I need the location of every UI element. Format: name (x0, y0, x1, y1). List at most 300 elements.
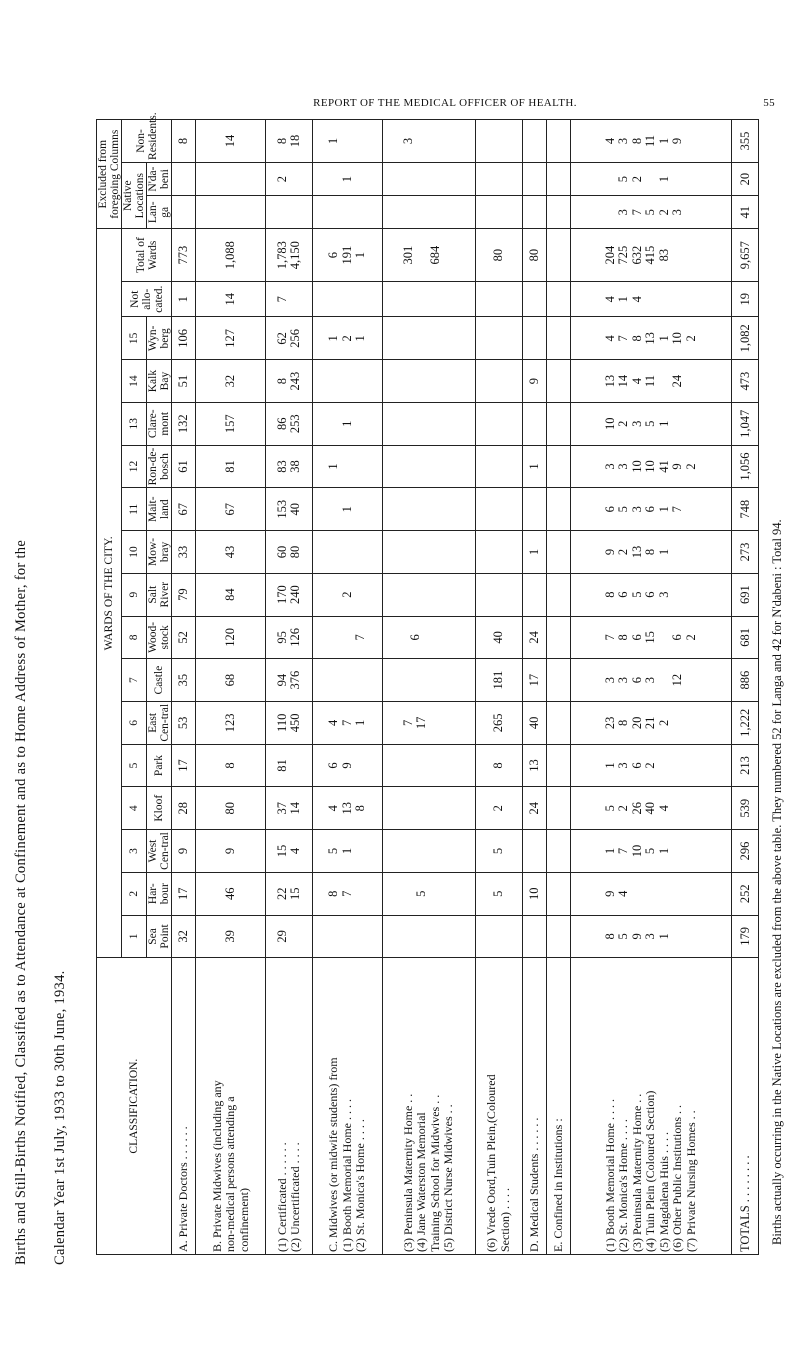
value (341, 619, 355, 657)
ward-number: 8 (122, 616, 147, 659)
total-value: 273 (732, 531, 759, 574)
ward-name: Ron-de-bosch (147, 445, 172, 488)
value: 13 (339, 802, 354, 815)
value-cell (172, 830, 196, 873)
value (327, 362, 341, 400)
value: 3 (670, 209, 685, 216)
value-cell (383, 317, 476, 360)
value: 14 (223, 134, 238, 148)
value (442, 704, 456, 742)
value: 39 (223, 930, 238, 943)
value-cell (196, 830, 266, 873)
value (354, 448, 368, 486)
value: 33 (175, 545, 190, 559)
value: 1 (656, 335, 671, 342)
value-cell (172, 915, 196, 958)
value (552, 576, 566, 614)
value (429, 490, 443, 528)
value: 7 (339, 890, 354, 897)
value (492, 448, 506, 486)
value (402, 576, 416, 614)
value-cell (383, 402, 476, 445)
classification-line: (5) District Nurse Midwives . . (441, 1104, 456, 1252)
value: 1 (353, 335, 368, 342)
value (671, 405, 685, 443)
ward-number: 7 (122, 659, 147, 702)
value: 2 (616, 805, 631, 812)
value (354, 405, 368, 443)
value-cell (196, 360, 266, 403)
value-cell (522, 196, 546, 229)
value (442, 448, 456, 486)
value-cell (522, 872, 546, 915)
value (685, 198, 699, 226)
value: 2 (656, 719, 671, 726)
value: 6 (629, 634, 644, 641)
value-cell (383, 229, 476, 281)
value: 24 (526, 802, 541, 815)
value: 2 (339, 591, 354, 598)
total-wards-header: Total of Wards (122, 229, 172, 281)
value: 2 (490, 805, 505, 812)
value (671, 576, 685, 614)
classification-label (547, 958, 571, 1255)
value-cell (475, 787, 522, 830)
value (552, 704, 566, 742)
value: 684 (427, 245, 442, 265)
value (402, 284, 416, 315)
value (327, 405, 341, 443)
value: 5 (490, 890, 505, 897)
value (402, 789, 416, 827)
value (671, 747, 685, 785)
value: 13 (629, 545, 644, 559)
value: 1 (602, 847, 617, 855)
value (644, 284, 658, 315)
value: 21 (643, 716, 658, 730)
value: 8 (629, 137, 644, 145)
value: 8 (175, 137, 190, 145)
value (552, 619, 566, 657)
value: 9 (670, 137, 685, 145)
value-cell (522, 281, 546, 317)
value (442, 533, 456, 571)
value (429, 747, 443, 785)
value-cell (522, 573, 546, 616)
value-cell (313, 573, 383, 616)
value (671, 165, 685, 193)
value (442, 198, 456, 226)
value (289, 284, 303, 315)
value: 80 (490, 248, 505, 262)
value-cell (522, 830, 546, 873)
table-title-line1: Births and Still-Births Notified, Classified as to Attendance at Confinement and as to Home Address of Mother, for the (13, 539, 29, 1265)
value (685, 875, 699, 913)
classification-header: CLASSIFICATION. (97, 958, 172, 1255)
value-cell (522, 787, 546, 830)
value (552, 918, 566, 956)
value-cell (522, 317, 546, 360)
value-cell (383, 573, 476, 616)
value-cell (383, 531, 476, 574)
value: 1 (656, 137, 671, 145)
value (528, 576, 542, 614)
value: 86 (274, 417, 289, 431)
value-cell (172, 196, 196, 229)
totals-row (732, 120, 759, 1255)
value: 4 (629, 377, 644, 385)
value: 12 (670, 673, 685, 687)
value: 15 (288, 887, 303, 900)
value (224, 165, 238, 193)
classification-line: (4) Jane Waterston Memorial (414, 1112, 429, 1252)
value-cell (547, 659, 571, 702)
value: 1,783 (274, 241, 289, 270)
table-title-line2: Calendar Year 1st July, 1933 to 30th June, 1934. (52, 970, 68, 1265)
value-cell (172, 744, 196, 787)
value: 632 (629, 245, 644, 265)
ward-name: Sea Point (147, 915, 172, 958)
value (552, 362, 566, 400)
value-cell (172, 402, 196, 445)
value: 1 (353, 252, 368, 259)
value: 67 (175, 502, 190, 516)
value (402, 747, 416, 785)
value-cell (475, 229, 522, 281)
value: 1 (526, 463, 541, 470)
value (685, 362, 699, 400)
value: 29 (274, 930, 289, 943)
value (276, 198, 290, 226)
value (604, 198, 618, 226)
value-cell (172, 317, 196, 360)
value (528, 319, 542, 357)
value (552, 490, 566, 528)
value-cell (313, 915, 383, 958)
value (492, 165, 506, 193)
ward-name: Park (147, 744, 172, 787)
value: 6 (602, 506, 617, 513)
value: 7 (670, 506, 685, 513)
total-value: 681 (732, 616, 759, 659)
value-cell (313, 701, 383, 744)
value: 11 (643, 375, 658, 388)
value-cell (266, 402, 313, 445)
value: 81 (223, 460, 238, 473)
value-cell (313, 616, 383, 659)
value (429, 832, 443, 870)
value (552, 832, 566, 870)
value: 376 (288, 670, 303, 690)
value (429, 122, 443, 160)
value: 81 (274, 759, 289, 772)
value (341, 284, 355, 315)
value: 32 (175, 930, 190, 943)
value: 8 (223, 762, 238, 769)
value (552, 448, 566, 486)
value (442, 918, 456, 956)
value-cell (196, 281, 266, 317)
value: 1 (339, 847, 354, 855)
value: 157 (223, 414, 238, 434)
value: 5 (643, 209, 658, 216)
value-cell (172, 659, 196, 702)
value-cell (547, 915, 571, 958)
value (528, 490, 542, 528)
value: 240 (288, 585, 303, 605)
value: 8 (274, 137, 289, 145)
value-cell (522, 659, 546, 702)
classification-line: (3) Peninsula Maternity Home . . (629, 1093, 644, 1252)
classification-line: (6) Other Public Institutions . . (670, 1105, 685, 1252)
value (552, 319, 566, 357)
value (644, 165, 658, 193)
value: 6 (326, 762, 341, 769)
value: 9 (223, 847, 238, 855)
value: 3 (616, 762, 631, 769)
value: 5 (602, 805, 617, 812)
value (177, 165, 191, 193)
value (415, 319, 429, 357)
value: 80 (223, 802, 238, 815)
langa-header: Lan-ga (147, 196, 172, 229)
ward-number: 11 (122, 488, 147, 531)
value: 35 (175, 673, 190, 687)
classification-line: (4) Tuin Plein (Coloured Section) (643, 1090, 658, 1252)
ward-name: Wyn-berg (147, 317, 172, 360)
value-cell (196, 445, 266, 488)
value: 14 (223, 292, 238, 306)
value (658, 661, 672, 699)
value: 3 (616, 137, 631, 145)
value (436, 619, 450, 657)
value (685, 918, 699, 956)
value (685, 231, 699, 278)
value (354, 198, 368, 226)
ward-number: 9 (122, 573, 147, 616)
value: 7 (400, 719, 415, 726)
value-cell (547, 360, 571, 403)
value-cell (266, 787, 313, 830)
value: 5 (616, 506, 631, 513)
value (631, 875, 645, 913)
statistics-table-container (96, 112, 759, 1255)
value: 5 (643, 847, 658, 855)
value: 95 (274, 631, 289, 644)
value (327, 619, 341, 657)
value (492, 576, 506, 614)
value (327, 533, 341, 571)
classification-label (172, 958, 196, 1255)
value-cell (172, 872, 196, 915)
value: 62 (274, 332, 289, 345)
value: 725 (616, 245, 631, 265)
value (528, 198, 542, 226)
value-cell (196, 317, 266, 360)
value (528, 405, 542, 443)
value: 4 (602, 335, 617, 342)
value-cell (475, 701, 522, 744)
value: 10 (670, 332, 685, 345)
ward-name: Salt River (147, 573, 172, 616)
value (429, 704, 443, 742)
value-cell (196, 616, 266, 659)
value (224, 198, 238, 226)
value (658, 284, 672, 315)
value (528, 165, 542, 193)
value (327, 165, 341, 193)
value-cell (571, 744, 732, 787)
value (415, 122, 429, 160)
value-cell (196, 659, 266, 702)
value-cell (313, 281, 383, 317)
classification-label (383, 958, 476, 1255)
value (644, 875, 658, 913)
value (671, 832, 685, 870)
value: 2 (339, 335, 354, 342)
value-cell (522, 162, 546, 195)
value: 14 (288, 802, 303, 815)
value (327, 490, 341, 528)
value-cell (571, 360, 732, 403)
value (415, 747, 429, 785)
value: 40 (490, 631, 505, 644)
value: 9 (602, 890, 617, 897)
table-row (547, 120, 571, 1255)
value-cell (522, 120, 546, 163)
value (402, 448, 416, 486)
value: 9 (175, 847, 190, 855)
native-locations-header: Native Locations (122, 162, 147, 228)
value: 2 (683, 335, 698, 342)
value-cell (266, 830, 313, 873)
value: 8 (602, 933, 617, 940)
value (429, 576, 443, 614)
value: 23 (602, 716, 617, 730)
value: 4,150 (288, 241, 303, 270)
value-cell (172, 229, 196, 281)
value-cell (313, 872, 383, 915)
value-cell (522, 402, 546, 445)
value-cell (475, 196, 522, 229)
value-cell (266, 196, 313, 229)
value: 1 (656, 175, 671, 183)
value-cell (383, 120, 476, 163)
value-cell (313, 229, 383, 281)
value: 1 (526, 548, 541, 556)
value-cell (383, 701, 476, 744)
value-cell (196, 402, 266, 445)
value (671, 704, 685, 742)
value (658, 747, 672, 785)
value: 80 (526, 248, 541, 262)
value (528, 832, 542, 870)
value-cell (522, 531, 546, 574)
value-cell (266, 445, 313, 488)
value (685, 576, 699, 614)
value: 132 (175, 414, 190, 434)
value-cell (522, 488, 546, 531)
value-cell (571, 872, 732, 915)
value (429, 198, 443, 226)
value: 13 (602, 374, 617, 388)
value-cell (475, 162, 522, 195)
value (415, 405, 429, 443)
value: 8 (629, 335, 644, 342)
value-cell (313, 659, 383, 702)
classification-line: (3) Peninsula Maternity Home . . (400, 1093, 415, 1252)
ward-number: 5 (122, 744, 147, 787)
value-cell (571, 531, 732, 574)
value: 5 (326, 847, 341, 855)
excluded-header: Excluded from foregoing Columns (97, 120, 122, 229)
value (289, 165, 303, 193)
value-cell (475, 872, 522, 915)
value-cell (547, 787, 571, 830)
value: 2 (643, 762, 658, 769)
value: 5 (490, 847, 505, 855)
value-cell (547, 317, 571, 360)
value (492, 490, 506, 528)
value: 1 (602, 762, 617, 769)
value (429, 362, 443, 400)
value-cell (571, 229, 732, 281)
value: 41 (656, 460, 671, 473)
ward-number: 1 (122, 915, 147, 958)
value (354, 362, 368, 400)
classification-line: (1) Booth Memorial Home . . . . (602, 1099, 617, 1252)
value (658, 875, 672, 913)
value (552, 661, 566, 699)
value (552, 198, 566, 226)
value-cell (313, 120, 383, 163)
value: 1 (326, 463, 341, 470)
value (429, 165, 443, 193)
value (429, 284, 443, 315)
value-cell (383, 360, 476, 403)
value-cell (547, 872, 571, 915)
value: 1 (326, 335, 341, 342)
ward-number: 13 (122, 402, 147, 445)
value (552, 747, 566, 785)
value-cell (475, 317, 522, 360)
value (685, 661, 699, 699)
value-cell (522, 616, 546, 659)
value: 2 (656, 209, 671, 216)
value: 1 (656, 506, 671, 513)
value: 14 (616, 374, 631, 388)
value: 1 (339, 175, 354, 183)
total-value: 355 (732, 120, 759, 163)
value: 415 (643, 245, 658, 265)
value: 84 (223, 588, 238, 601)
value-cell (571, 196, 732, 229)
value: 4 (616, 890, 631, 897)
value (402, 405, 416, 443)
total-value: 296 (732, 830, 759, 873)
value (327, 284, 341, 315)
value (685, 832, 699, 870)
value (415, 576, 429, 614)
value (402, 875, 416, 913)
value-cell (266, 281, 313, 317)
ward-number: 6 (122, 701, 147, 744)
value: 153 (274, 499, 289, 519)
classification-line: D. Medical Students . . . . . . (526, 1117, 541, 1252)
value: 6 (407, 634, 422, 641)
total-value: 473 (732, 360, 759, 403)
value (685, 405, 699, 443)
